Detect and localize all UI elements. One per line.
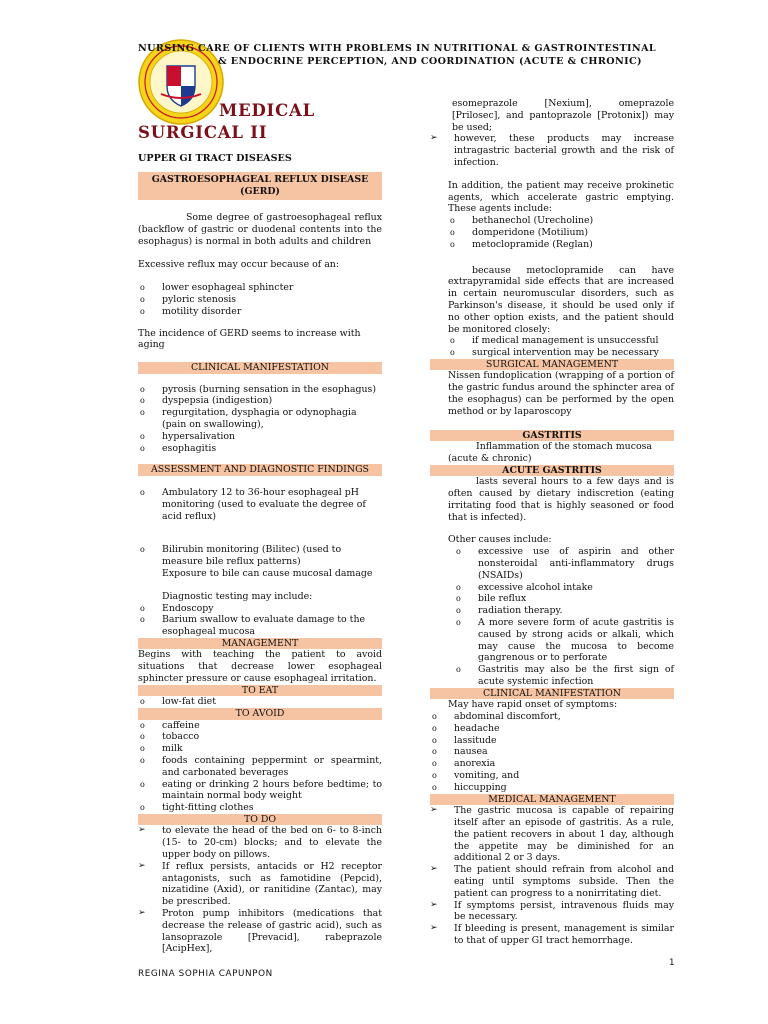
surgical-criteria-list [430,335,674,359]
other-causes-intro: Other causes include: [448,534,552,546]
diagnostic-list [138,603,382,638]
rapid-onset-text: May have rapid onset of symptoms: [448,699,618,711]
list-item: o low-fat diet [140,696,216,708]
list-item: o excessive alcohol intake [456,581,593,593]
medical-management-heading: MEDICAL MANAGEMENT [430,794,674,806]
list-item: o A more severe form of acute gastritis is caused by strong acids or alkali, which may cause the mucosa to become gangrenous or to perforate [456,616,674,664]
page-number: 1 [669,958,675,968]
surgical-management-heading: SURGICAL MANAGEMENT [430,359,674,371]
list-item: ➢ The gastric mucosa is capable of repairing itself after an episode of gastritis. As a rule, the patient recovers in about 1 day, although the appetite may be diminished for an additional 2 or 3 days. [430,805,674,864]
list-item: o foods containing peppermint or spearmint, and carbonated beverages [140,755,382,778]
header-line-1: NURSING CARE OF CLIENTS WITH PROBLEMS IN NUTRITIONAL & GASTROINTESTINAL [138,43,657,54]
list-item: ➢ If symptoms persist, intravenous fluids may be necessary. [430,899,674,923]
list-item: o anorexia [432,758,496,770]
list-item: o headache [432,722,500,734]
gastritis-heading: GASTRITIS [430,430,674,442]
ppi-continuation: esomeprazole [Nexium], omeprazole [Prilosec], and pantoprazole [Protonix]) may be used; [452,98,674,133]
list-item: ➢ Proton pump inhibitors (medications that decrease the release of gastric acid), such as lansoprazole [Prevacid], rabeprazole [AcipHex], [138,908,382,955]
list-item: o dyspepsia (indigestion) [140,395,273,407]
bile-exposure-note: Exposure to bile can cause mucosal damage [162,567,373,579]
reflux-causes-list [138,282,382,317]
list-item: o caffeine [140,719,200,731]
list-item: ➢ If bleeding is present, management is similar to that of upper GI tract hemorrhage. [430,923,674,946]
assessment-list-2 [138,544,382,579]
gerd-intro: Some degree of gastroesophageal reflux (backflow of gastric or duodenal contents into the esophagus) is normal in both adults and children [138,212,382,247]
list-item: o hiccupping [432,781,507,793]
right-column [430,98,674,947]
to-avoid-heading: TO AVOID [138,708,382,720]
list-item: o metoclopramide (Reglan) [450,238,593,250]
list-item: o Bilirubin monitoring (Bilitec) (used to measure bile reflux patterns) Exposure to bile can cause mucosal damage [140,544,373,579]
list-item: o esophagitis [140,442,217,454]
list-item: o surgical intervention may be necessary [450,347,659,359]
excessive-reflux-text: Excessive reflux may occur because of an: [138,259,340,271]
list-item: o lower esophageal sphincter [140,282,294,294]
gerd-heading: GASTROESOPHAGEAL REFLUX DISEASE (GERD) [138,172,382,200]
prokinetic-text: In addition, the patient may receive prokinetic agents, which accelerate gastric emptying. These agents include: [448,179,674,215]
list-item: ➢ The patient should refrain from alcohol and eating until symptoms subside. Then the patient can progress to a nonirritating diet. [430,864,674,899]
diagnostic-intro: Diagnostic testing may include: [162,590,313,602]
gastritis-clinical-heading: CLINICAL MANIFESTATION [430,688,674,700]
list-item: ➢ to elevate the head of the bed on 6- to 8-inch (15- to 20-cm) blocks; and to elevate the upper body on pillows. [138,825,382,861]
gastritis-definition: Inflammation of the stomach mucosa [476,441,653,453]
list-item: o lassitude [432,734,497,746]
medical-management-list [430,805,674,947]
to-eat-list [138,696,382,708]
section-subtitle: UPPER GI TRACT DISEASES [138,153,292,164]
title-line-1: MEDICAL [219,101,316,120]
document-header [138,42,678,68]
however-list [430,133,674,168]
incidence-text: The incidence of GERD seems to increase with aging [138,327,361,351]
list-item: o bethanechol (Urecholine) [450,215,594,227]
list-item: o hypersalivation [140,430,236,442]
list-item: o eating or drinking 2 hours before bedtime; to maintain normal body weight [140,778,382,802]
list-item: o vomiting, and [432,770,520,782]
list-item: o if medical management is unsuccessful [450,335,659,347]
to-avoid-list [138,720,382,814]
left-column [138,172,382,955]
list-item: o excessive use of aspirin and other nonsteroidal anti-inflammatory drugs (NSAIDs) [456,546,674,581]
clinical-manifestation-list [138,384,382,455]
gastritis-types: (acute & chronic) [448,452,532,464]
to-do-heading: TO DO [138,814,382,826]
list-item: o pyloric stenosis [140,293,237,305]
list-item: o motility disorder [140,305,242,317]
acute-gastritis-text: lasts several hours to a few days and is often caused by dietary indiscretion (eating irritating food that is highly seasoned or food that is infected). [448,476,674,523]
list-item: o nausea [432,746,488,758]
document-title [138,100,315,144]
header-line-2: & ENDOCRINE PERCEPTION, AND COORDINATION (ACUTE & CHRONIC) [218,56,642,67]
list-item: o bile reflux [456,593,527,605]
list-item: o tight-fitting clothes [140,802,254,814]
assessment-heading: ASSESSMENT AND DIAGNOSTIC FINDINGS [138,464,382,476]
list-item: o Ambulatory 12 to 36-hour esophageal pH monitoring (used to evaluate the degree of acid reflux) [140,486,366,522]
metoclopramide-warning: because metoclopramide can have extrapyramidal side effects that are increased in certain neuromuscular disorders, such as Parkinson's disease, it should be used only if no other option exists, and the patient should be monitored closely: [448,264,674,335]
list-item: o regurgitation, dysphagia or odynophagia (pain on swallowing), [140,407,357,431]
management-heading: MANAGEMENT [138,638,382,650]
to-eat-heading: TO EAT [138,685,382,697]
surgical-management-text: Nissen fundoplication (wrapping of a portion of the gastric fundus around the sphincter area of the esophagus) can be performed by the open method or by laparoscopy [448,370,674,417]
title-line-2: SURGICAL II [138,123,268,142]
management-text: Begins with teaching the patient to avoid situations that decrease lower esophageal sphincter pressure or cause esophageal irritation. [138,649,382,685]
list-item: o abdominal discomfort, [432,711,561,723]
list-item: o tobacco [140,731,200,743]
symptoms-list [430,711,674,794]
gastritis-causes-list [430,546,674,688]
author-footer: REGINA SOPHIA CAPUNPON [138,969,273,979]
list-item: o Gastritis may also be the first sign of acute systemic infection [456,664,674,687]
list-item: o Endoscopy [140,602,214,614]
assessment-list [138,487,382,522]
list-item: o domperidone (Motilium) [450,226,589,238]
prokinetic-agents-list [430,215,674,250]
list-item: o radiation therapy. [456,605,563,617]
list-item: ➢ If reflux persists, antacids or H2 receptor antagonists, such as famotidine (Pepcid), nizatidine (Axid), or ranitidine (Zantac), may be prescribed. [138,860,382,908]
to-do-list [138,825,382,955]
list-item: o milk [140,743,183,755]
list-item: o pyrosis (burning sensation in the esophagus) [140,383,376,395]
list-item: o Barium swallow to evaluate damage to the esophageal mucosa [140,614,366,638]
acute-gastritis-heading: ACUTE GASTRITIS [430,465,674,477]
clinical-manifestation-heading: CLINICAL MANIFESTATION [138,362,382,374]
list-item: ➢ however, these products may increase intragastric bacterial growth and the risk of infection. [430,133,674,168]
